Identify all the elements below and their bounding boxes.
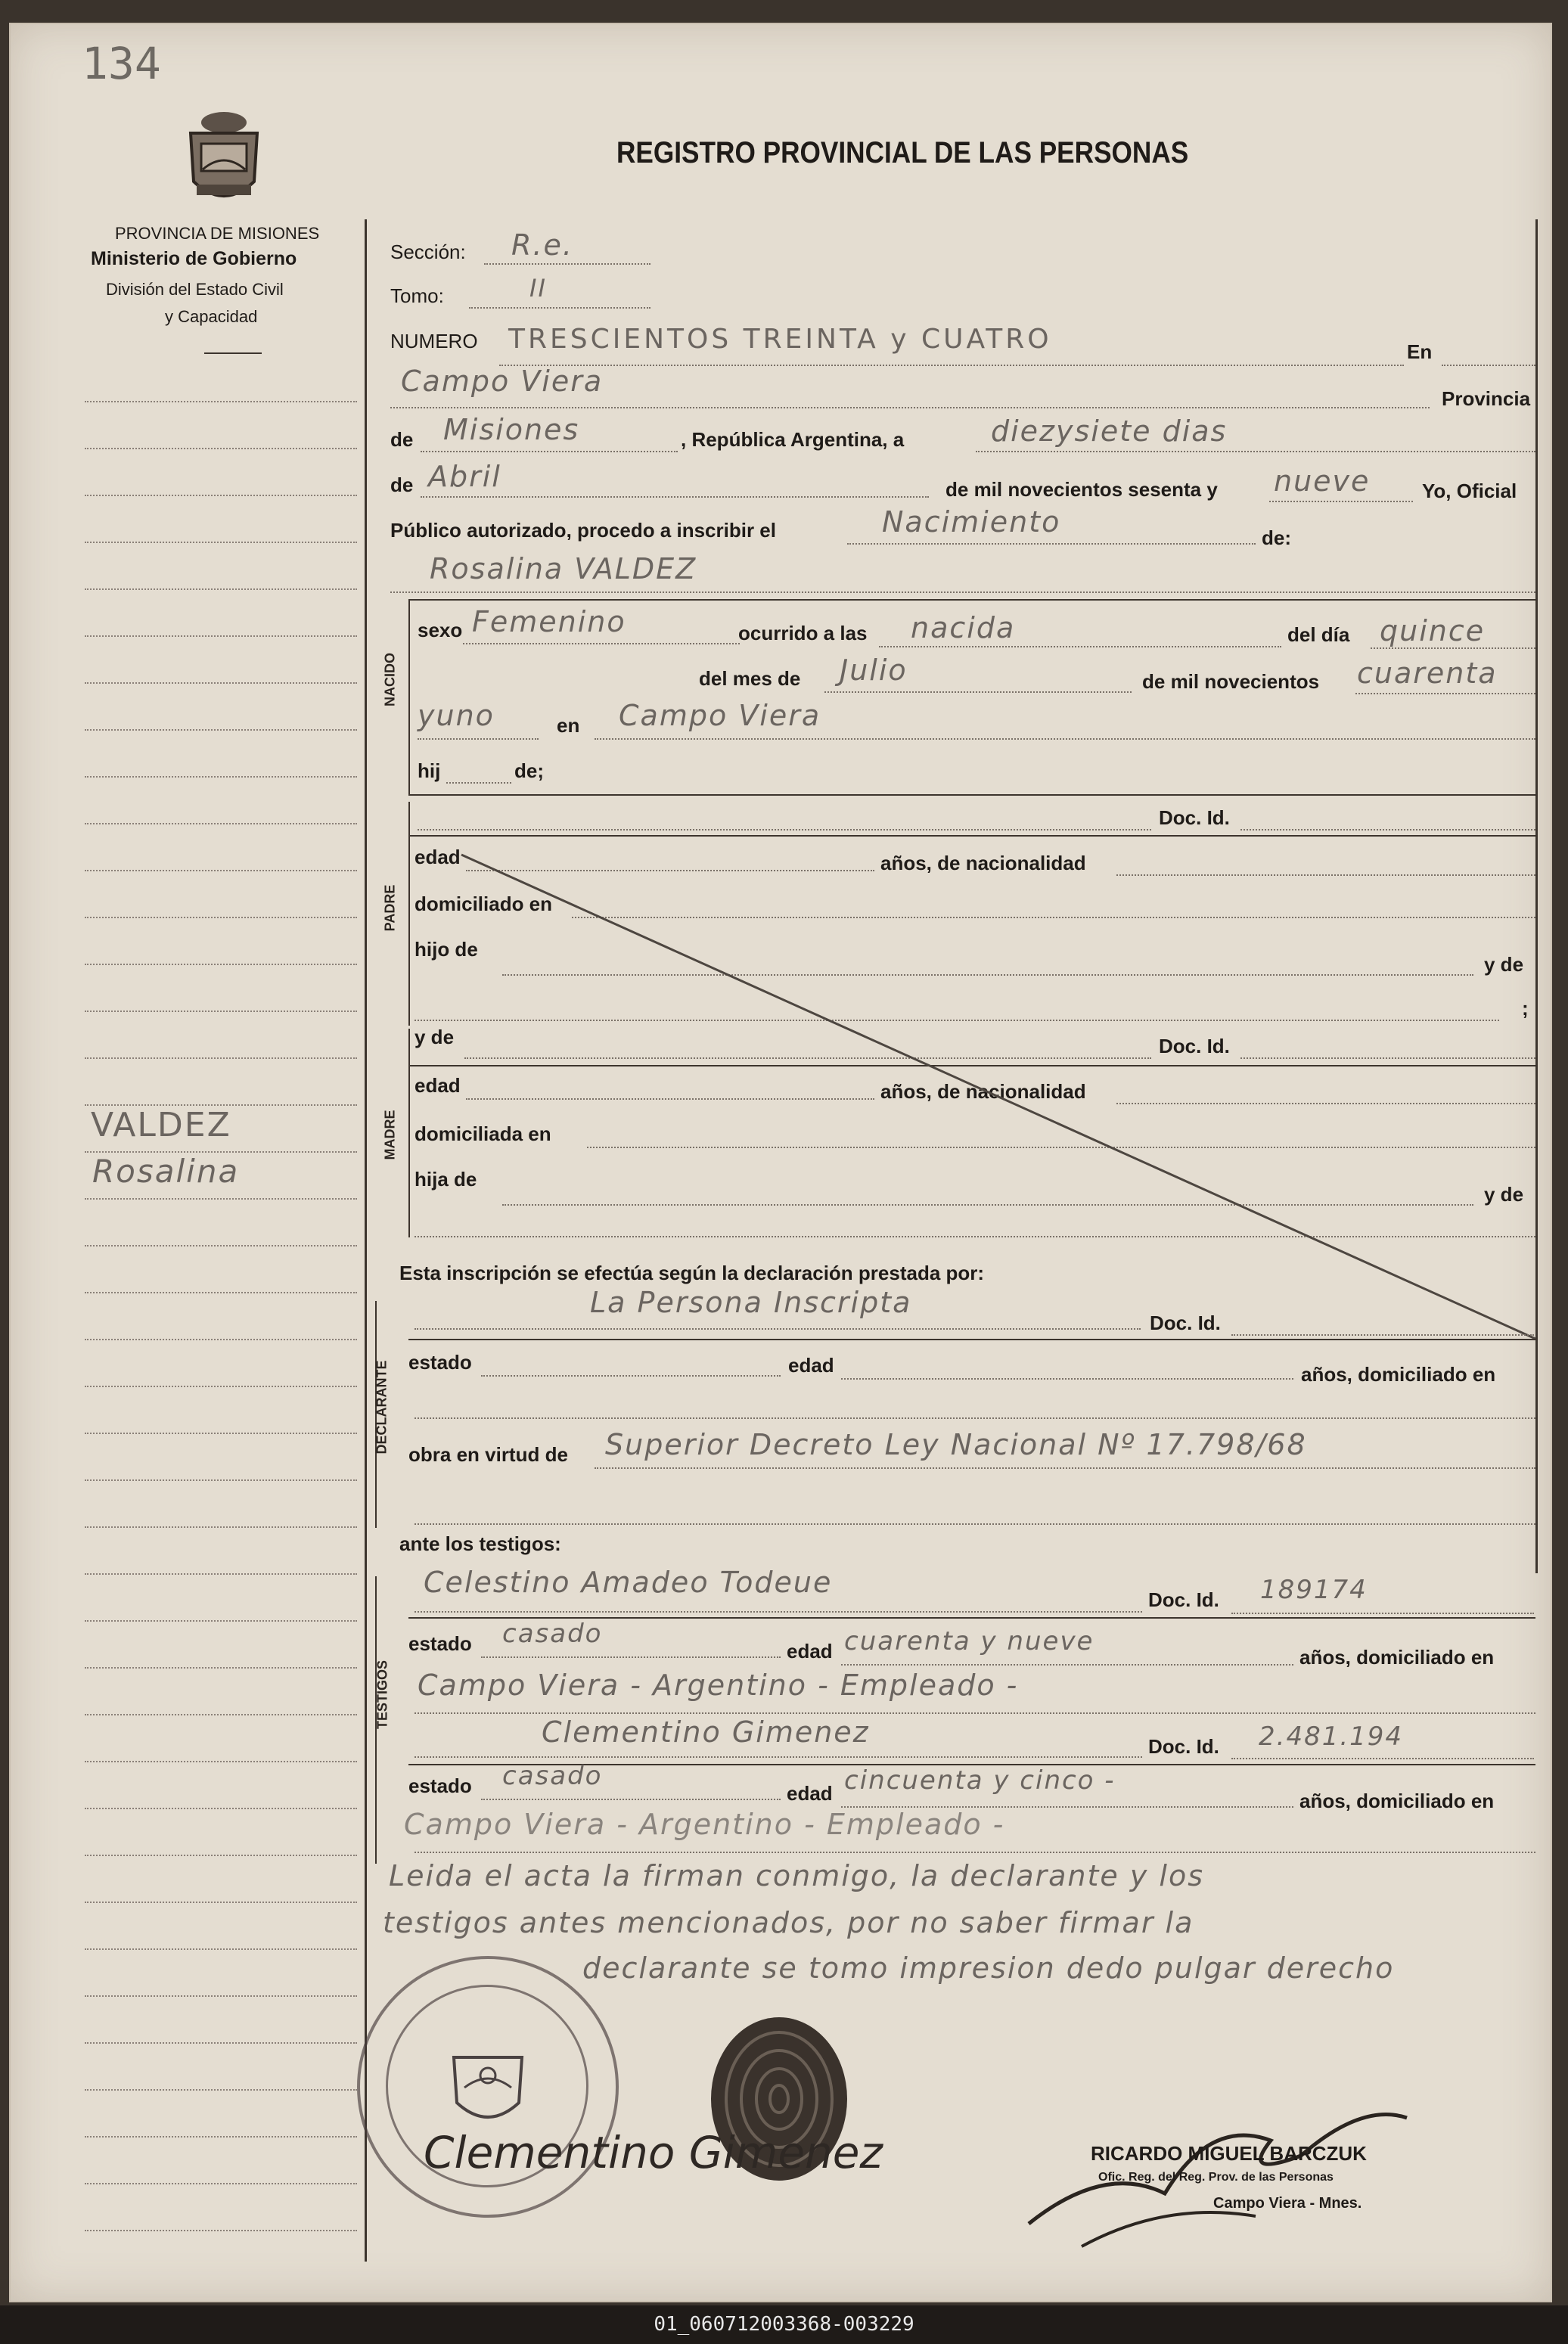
margin-rule <box>85 682 357 684</box>
margin-rule <box>85 2089 357 2091</box>
nombre-value: Rosalina VALDEZ <box>430 552 697 585</box>
anio-value: nueve <box>1274 464 1371 498</box>
sexo-value: Femenino <box>472 605 626 638</box>
dia-value: quince <box>1380 614 1486 647</box>
margin-rule <box>85 823 357 824</box>
testigo2-anios-label: años, domiciliado en <box>1299 1790 1495 1812</box>
testigo1-nombre: Celestino Amadeo Todeue <box>424 1566 833 1599</box>
margin-rule <box>85 964 357 965</box>
testigo1-anios-label: años, domiciliado en <box>1299 1646 1495 1669</box>
dia-texto-value: diezysiete dias <box>991 414 1228 448</box>
testigo1-doc-value: 189174 <box>1260 1575 1368 1605</box>
declarante-value: La Persona Inscripta <box>590 1286 912 1319</box>
margin-rule <box>85 1855 357 1856</box>
del-dia-label: del día <box>1287 623 1350 646</box>
madre-edad-label: edad <box>415 1074 461 1097</box>
margin-surname: VALDEZ <box>91 1106 231 1144</box>
declarante-edad-label: edad <box>788 1354 834 1377</box>
padre-edad-label: edad <box>415 846 461 868</box>
seccion-value: R.e. <box>511 228 573 262</box>
ocurrido-label: ocurrido a las <box>738 622 868 644</box>
margin-rule <box>85 1761 357 1762</box>
testigo1-estado-label: estado <box>408 1632 472 1655</box>
margin-rule <box>85 495 357 496</box>
republica-label: , República Argentina, a <box>681 428 905 451</box>
margin-rule <box>85 1526 357 1528</box>
nacido-bottom-rule <box>408 794 1535 796</box>
yo-oficial-label: Yo, Oficial <box>1422 480 1517 502</box>
madre-hija-label: hija de <box>415 1168 477 1191</box>
tomo-label: Tomo: <box>390 284 444 307</box>
testigo1-doc-label: Doc. Id. <box>1148 1588 1219 1611</box>
provincia-label: Provincia <box>1442 387 1531 410</box>
margin-rule <box>85 1948 357 1950</box>
officer-name: RICARDO MIGUEL BARCZUK <box>1091 2142 1367 2165</box>
testigo2-estado-label: estado <box>408 1774 472 1797</box>
margin-rule <box>85 448 357 449</box>
margin-rule <box>85 1479 357 1481</box>
footer-id: 01_060712003368-003229 <box>654 2313 914 2336</box>
madre-y-de2-label: y de <box>1484 1183 1524 1206</box>
testigo1-dom-value: Campo Viera - Argentino - Empleado - <box>418 1669 1019 1702</box>
margin-given-name: Rosalina <box>92 1153 240 1190</box>
margin-rule <box>85 1011 357 1012</box>
obra-label: obra en virtud de <box>408 1443 568 1466</box>
sexo-label: sexo <box>418 619 463 641</box>
testigo2-estado-value: casado <box>502 1761 603 1791</box>
de-semi-label: de; <box>514 759 544 782</box>
en2-label: en <box>557 714 580 737</box>
anio-nac2-value: yuno <box>418 699 495 732</box>
madre-doc-label: Doc. Id. <box>1159 1035 1230 1057</box>
testigo1-estado-value: casado <box>502 1619 603 1649</box>
footer-bar <box>0 2305 1568 2344</box>
de2-label: de <box>390 473 414 496</box>
del-mes-label: del mes de <box>699 667 801 690</box>
ministry-label: Ministerio de Gobierno <box>91 248 297 269</box>
officer-place: Campo Viera - Mnes. <box>1213 2195 1362 2212</box>
testigo2-nombre: Clementino Gimenez <box>542 1715 870 1749</box>
header-divider <box>204 352 262 354</box>
obra-value: Superior Decreto Ley Nacional Nº 17.798/68 <box>605 1428 1307 1461</box>
testigo2-edad-label: edad <box>787 1782 833 1805</box>
margin-rule <box>85 401 357 402</box>
numero-value: TRESCIENTOS TREINTA y CUATRO <box>508 324 1052 355</box>
madre-domicilio-label: domiciliada en <box>415 1122 551 1145</box>
madre-label: MADRE <box>382 1110 398 1160</box>
division-label-2: y Capacidad <box>165 307 258 326</box>
note-line-3: declarante se tomo impresion dedo pulgar derecho <box>582 1951 1395 1985</box>
ante-testigos-label: ante los testigos: <box>399 1532 561 1555</box>
publico-label: Público autorizado, procedo a inscribir el <box>390 519 776 542</box>
margin-rule <box>85 1714 357 1715</box>
margin-rule <box>85 1245 357 1247</box>
witness-signature: Clementino Gimenez <box>424 2127 883 2178</box>
testigo1-edad-label: edad <box>787 1640 833 1663</box>
margin-rule <box>85 1292 357 1293</box>
margin-rule <box>85 1198 357 1200</box>
padre-hijo-label: hijo de <box>415 938 478 961</box>
coat-of-arms-icon <box>180 106 268 212</box>
padre-y-de-label: y de <box>1484 953 1524 976</box>
margin-rule <box>85 1433 357 1434</box>
margin-rule <box>85 542 357 543</box>
mil-novecientos-label: de mil novecientos <box>1142 670 1320 693</box>
testigo2-doc-label: Doc. Id. <box>1148 1735 1219 1758</box>
note-line-2: testigos antes mencionados, por no saber firmar la <box>383 1906 1194 1939</box>
form-left-border <box>365 219 367 2262</box>
declarante-estado-label: estado <box>408 1351 472 1374</box>
declarante-label: DECLARANTE <box>374 1360 390 1455</box>
tomo-value: II <box>529 274 547 303</box>
nacido-top-rule <box>408 599 1535 601</box>
acto-value: Nacimiento <box>882 505 1061 539</box>
seal-crest-icon <box>446 2042 529 2133</box>
mes-nac-value: Julio <box>840 654 908 687</box>
margin-rule <box>85 776 357 778</box>
padre-doc-label: Doc. Id. <box>1159 806 1230 829</box>
margin-rule <box>85 2136 357 2138</box>
margin-rule <box>85 870 357 871</box>
page-number: 134 <box>82 38 161 89</box>
padre-label: PADRE <box>382 884 398 932</box>
padre-semicolon: ; <box>1522 997 1529 1020</box>
padre-domicilio-label: domiciliado en <box>415 893 553 915</box>
de-colon-label: de: <box>1262 526 1291 549</box>
padre-anios-label: años, de nacionalidad <box>880 852 1086 874</box>
division-label: División del Estado Civil <box>106 280 284 299</box>
numero-label: NUMERO <box>390 330 478 352</box>
en-label: En <box>1407 340 1433 363</box>
margin-rule <box>85 1386 357 1387</box>
esta-inscripcion-label: Esta inscripción se efectúa según la declaración prestada por: <box>399 1262 985 1284</box>
page-title: REGISTRO PROVINCIAL DE LAS PERSONAS <box>616 136 1189 169</box>
hij-label: hij <box>418 759 441 782</box>
margin-rule <box>85 1573 357 1575</box>
province-label: PROVINCIA DE MISIONES <box>115 224 320 243</box>
testigo2-doc-value: 2.481.194 <box>1259 1722 1404 1752</box>
margin-rule <box>85 2042 357 2044</box>
margin-rule <box>85 2183 357 2184</box>
margin-rule <box>85 1667 357 1669</box>
lugar-nac-value: Campo Viera <box>619 699 821 732</box>
declarante-anios-label: años, domiciliado en <box>1301 1363 1496 1386</box>
margin-rule <box>85 917 357 918</box>
seccion-label: Sección: <box>390 241 466 263</box>
anio-nac-value: cuarenta <box>1357 657 1498 690</box>
hora-value: nacida <box>911 611 1016 644</box>
de-label: de <box>390 428 414 451</box>
margin-rule <box>85 1808 357 1809</box>
mil-sesenta-label: de mil novecientos sesenta y <box>945 478 1218 501</box>
testigo2-edad-value: cincuenta y cinco - <box>844 1765 1116 1796</box>
margin-rule <box>85 1620 357 1622</box>
margin-rule <box>85 1995 357 1997</box>
madre-y-de-label: y de <box>415 1026 455 1048</box>
testigos-label: TESTIGOS <box>374 1660 390 1730</box>
note-line-1: Leida el acta la firman conmigo, la declarante y los <box>389 1859 1205 1892</box>
margin-rule <box>85 635 357 637</box>
margin-rule <box>85 1057 357 1059</box>
nacido-label: NACIDO <box>382 653 398 706</box>
lugar-value: Campo Viera <box>401 365 604 398</box>
mes-value: Abril <box>428 460 501 493</box>
madre-anios-label: años, de nacionalidad <box>880 1080 1086 1103</box>
margin-rule <box>85 1339 357 1340</box>
declarante-doc-label: Doc. Id. <box>1150 1312 1221 1334</box>
margin-rule <box>85 729 357 731</box>
testigo2-dom-value: Campo Viera - Argentino - Empleado - <box>404 1808 1005 1841</box>
margin-rule <box>85 1902 357 1903</box>
testigo1-edad-value: cuarenta y nueve <box>844 1626 1094 1656</box>
margin-rule <box>85 2230 357 2231</box>
officer-title: Ofic. Reg. del Reg. Prov. de las Personas <box>1098 2171 1334 2184</box>
official-seal <box>357 1956 619 2218</box>
provincia-value: Misiones <box>443 413 580 446</box>
margin-rule <box>85 588 357 590</box>
